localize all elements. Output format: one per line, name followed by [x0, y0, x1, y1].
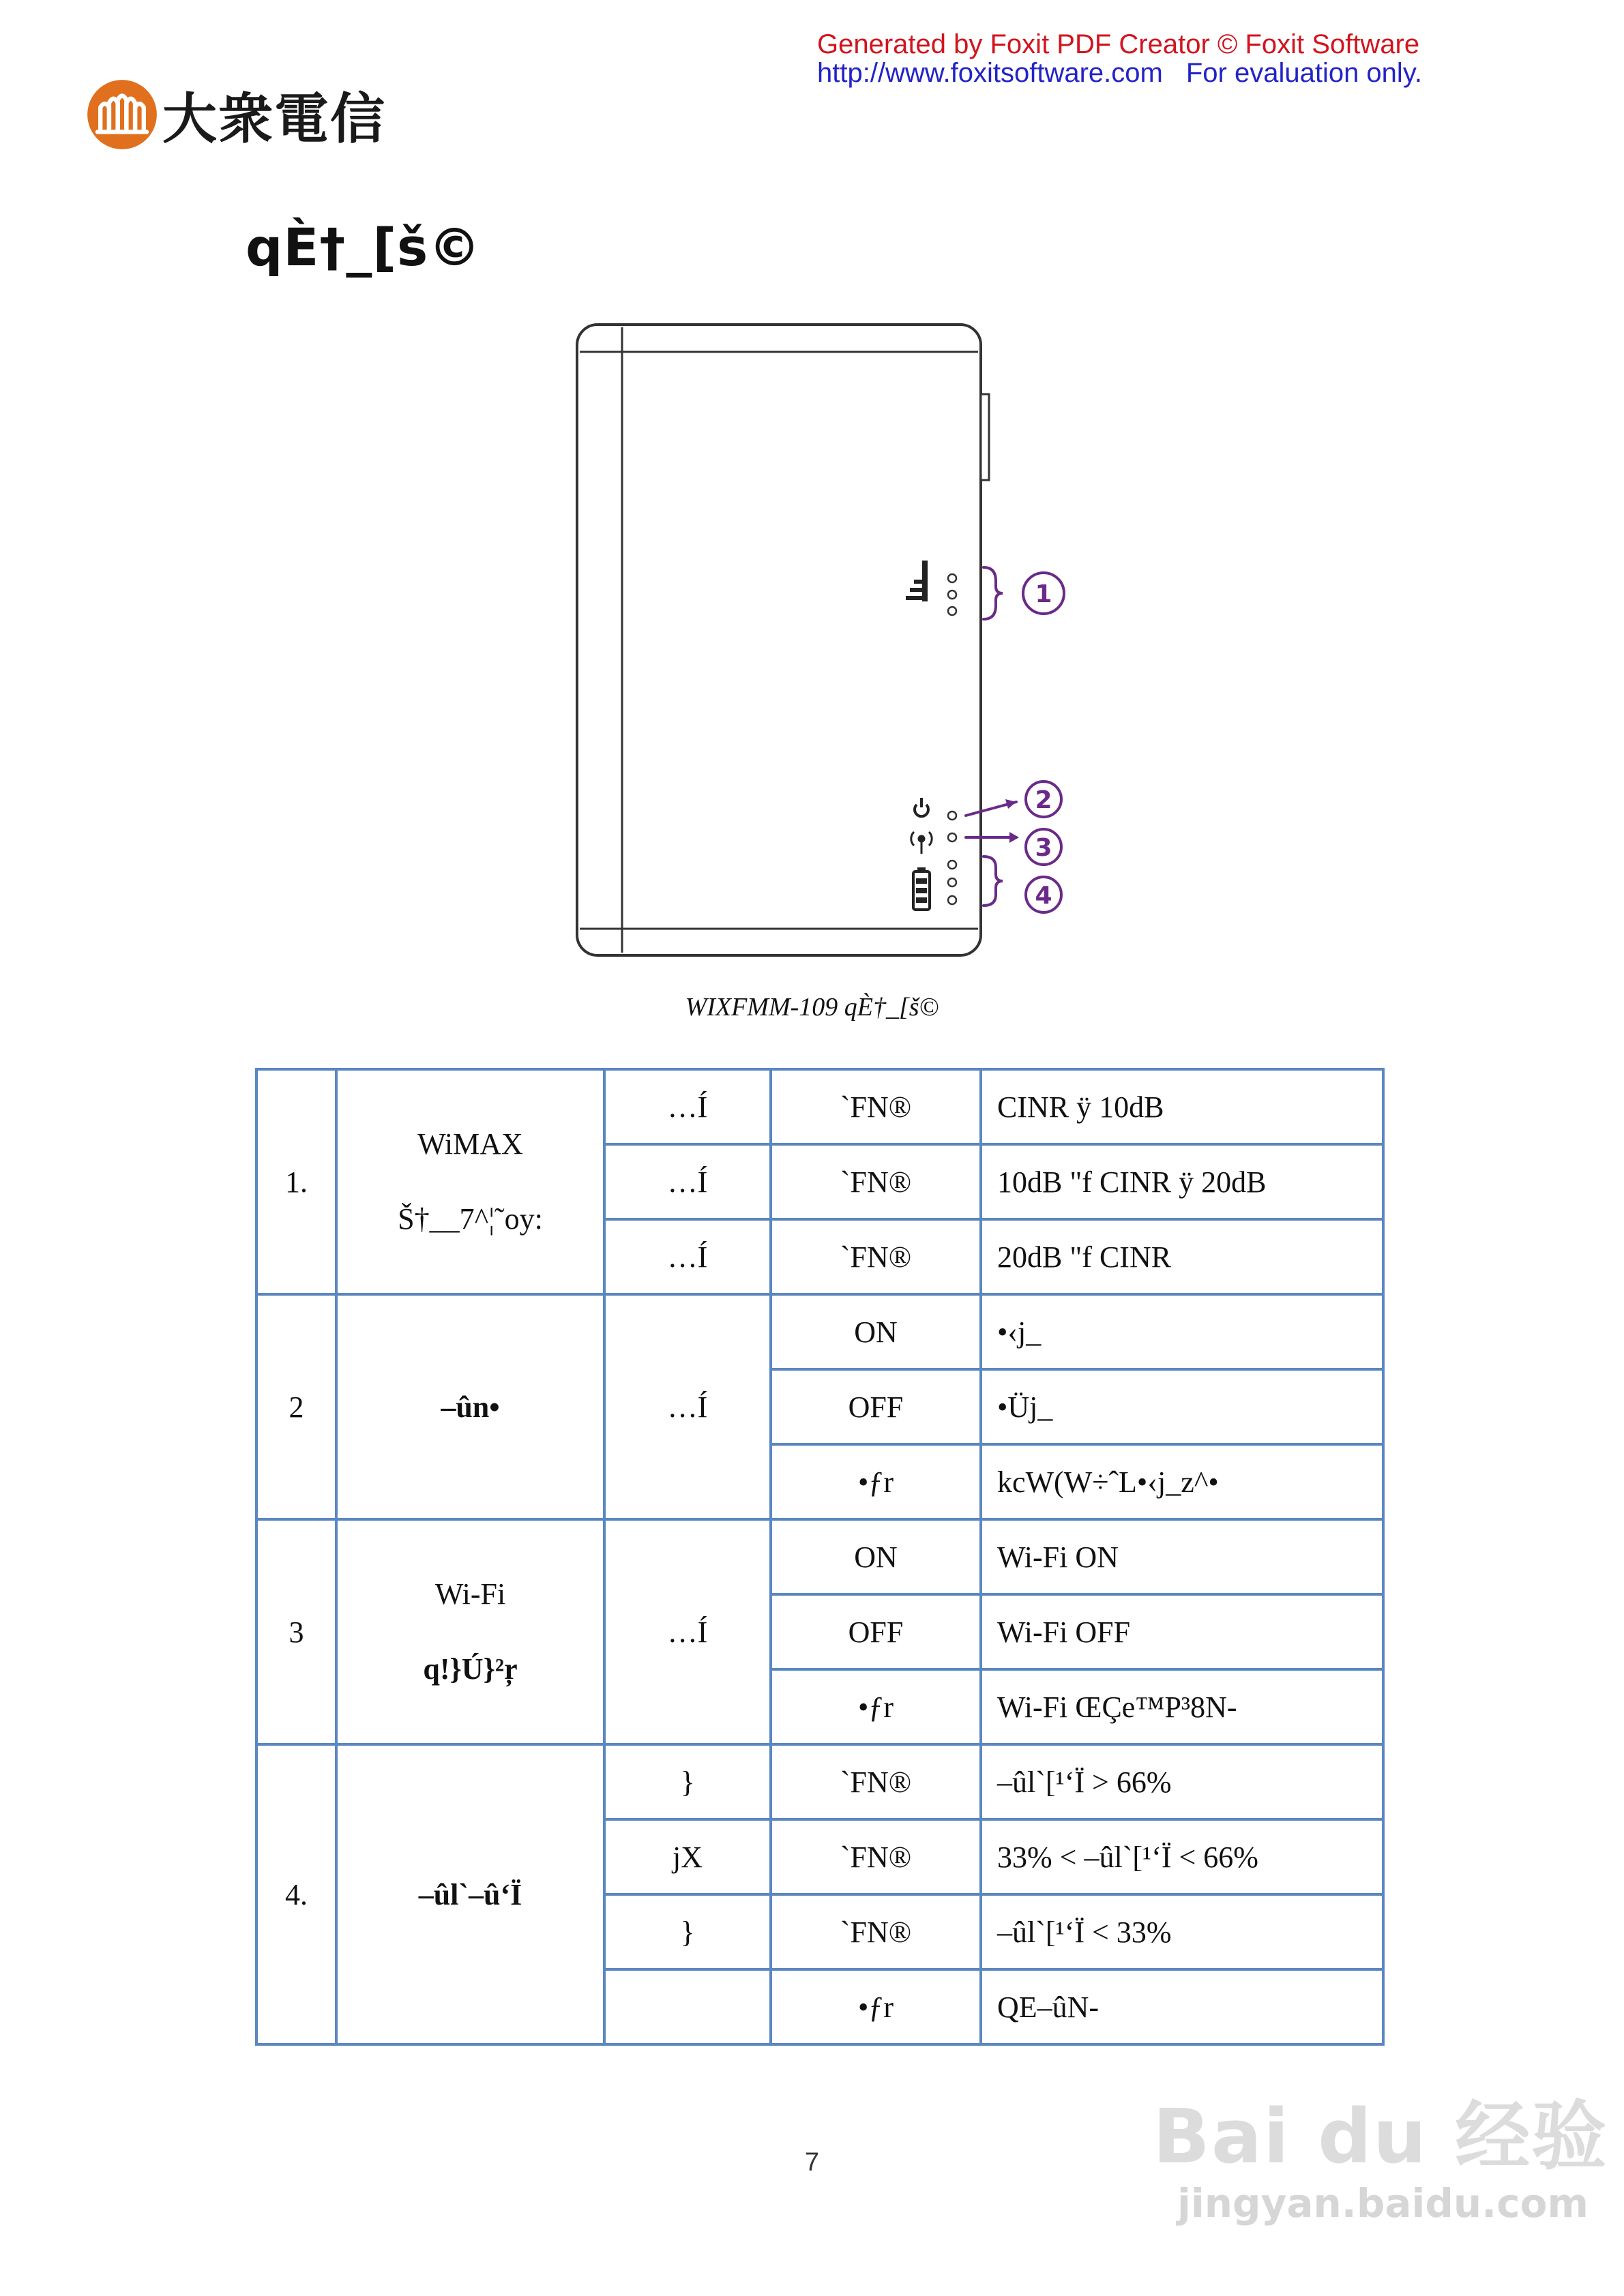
- state-cell: ON: [771, 1294, 981, 1369]
- row-number: 4.: [256, 1744, 336, 2044]
- row-number: 1.: [256, 1069, 336, 1294]
- logo-name: 大衆電信: [162, 87, 386, 151]
- led-spec-table: [255, 1068, 1385, 2046]
- row-number: 2: [256, 1294, 336, 1519]
- row-name: [336, 1069, 604, 1294]
- callout-label-2: 2: [1035, 786, 1052, 814]
- desc-cell: 10dB "f CINR ÿ 20dB: [981, 1144, 1383, 1219]
- page-number: 7: [804, 2148, 820, 2177]
- color-cell: }: [604, 1894, 771, 1969]
- callout-arrowhead-3: [1009, 832, 1019, 843]
- table-row: [256, 1744, 1383, 1819]
- state-cell: `FN®: [771, 1219, 981, 1294]
- state-cell: `FN®: [771, 1894, 981, 1969]
- device-body: [577, 325, 981, 955]
- state-cell: OFF: [771, 1594, 981, 1669]
- color-cell: jX: [604, 1819, 771, 1894]
- callout-arrowhead-2: [1005, 799, 1016, 809]
- battery-icon: [913, 867, 930, 910]
- state-cell: OFF: [771, 1369, 981, 1444]
- baidu-watermark: [1153, 2076, 1608, 2226]
- desc-cell: CINR ÿ 10dB: [981, 1069, 1383, 1144]
- state-cell: `FN®: [771, 1069, 981, 1144]
- watermark-brand: Bai du 经验: [1153, 2093, 1608, 2180]
- color-cell: …Í: [604, 1219, 771, 1294]
- device-figure: [566, 314, 1084, 968]
- watermark-url: jingyan.baidu.com: [1177, 2180, 1589, 2226]
- state-cell: •ƒr: [771, 1669, 981, 1744]
- row-name-line: WiMAX: [417, 1127, 523, 1161]
- desc-cell: Wi-Fi ON: [981, 1519, 1383, 1594]
- callout-label-1: 1: [1035, 580, 1052, 608]
- desc-cell: Wi-Fi OFF: [981, 1594, 1383, 1669]
- row-name: [336, 1519, 604, 1744]
- signal-leds: [948, 574, 956, 615]
- desc-cell: •Üj_: [981, 1369, 1383, 1444]
- desc-cell: 20dB "f CINR: [981, 1219, 1383, 1294]
- color-cell: }: [604, 1744, 771, 1819]
- foxit-notice: [817, 30, 1486, 87]
- state-cell: `FN®: [771, 1144, 981, 1219]
- foxit-line1: Generated by Foxit PDF Creator © Foxit Software: [817, 29, 1420, 59]
- row-name-line: Wi-Fi: [434, 1577, 506, 1611]
- state-cell: •ƒr: [771, 1444, 981, 1519]
- side-switch: [981, 394, 989, 480]
- table-row: [256, 1294, 1383, 1369]
- callout-brace-4: [984, 856, 1003, 906]
- state-cell: ON: [771, 1519, 981, 1594]
- color-cell: [604, 1969, 771, 2044]
- callout-label-3: 3: [1035, 834, 1052, 862]
- desc-cell: 33% < –ûl`[¹‘Ï < 66%: [981, 1819, 1383, 1894]
- row-number: 3: [256, 1519, 336, 1744]
- desc-cell: Wi-Fi ŒÇe™P³8N-: [981, 1669, 1383, 1744]
- callout-brace-1: [984, 567, 1003, 619]
- company-logo: [86, 75, 386, 153]
- state-cell: `FN®: [771, 1744, 981, 1819]
- desc-cell: QE–ûN-: [981, 1969, 1383, 2044]
- foxit-url[interactable]: http://www.foxitsoftware.com: [817, 58, 1163, 88]
- color-cell: …Í: [604, 1519, 771, 1744]
- desc-cell: •‹j_: [981, 1294, 1383, 1369]
- state-cell: •ƒr: [771, 1969, 981, 2044]
- row-name-line: Š†__7^¦˜oy:: [398, 1202, 543, 1236]
- row-name-line: q!}Ú}²ŗ: [423, 1652, 518, 1686]
- color-cell: …Í: [604, 1144, 771, 1219]
- table-row: [256, 1069, 1383, 1144]
- logo-mark-icon: [86, 78, 158, 151]
- desc-cell: –ûl`[¹‘Ï < 33%: [981, 1894, 1383, 1969]
- color-cell: …Í: [604, 1069, 771, 1144]
- callout-label-4: 4: [1035, 882, 1052, 910]
- table-row: [256, 1519, 1383, 1594]
- row-name: [336, 1294, 604, 1519]
- row-name-line: –ûl`–û‘Ï: [418, 1877, 522, 1911]
- row-name-line: –ûn•: [441, 1390, 500, 1424]
- desc-cell: –ûl`[¹‘Ï > 66%: [981, 1744, 1383, 1819]
- desc-cell: kcW(W÷ˆL•‹j_z^•: [981, 1444, 1383, 1519]
- foxit-eval: For evaluation only.: [1185, 58, 1422, 88]
- foxit-line2: [817, 59, 1486, 87]
- color-cell: …Í: [604, 1294, 771, 1519]
- row-name: [336, 1744, 604, 2044]
- state-cell: `FN®: [771, 1819, 981, 1894]
- figure-caption: WIXFMM-109 qÈ†_[š©: [685, 993, 939, 1022]
- page-title: qÈ†_[š©: [246, 217, 482, 278]
